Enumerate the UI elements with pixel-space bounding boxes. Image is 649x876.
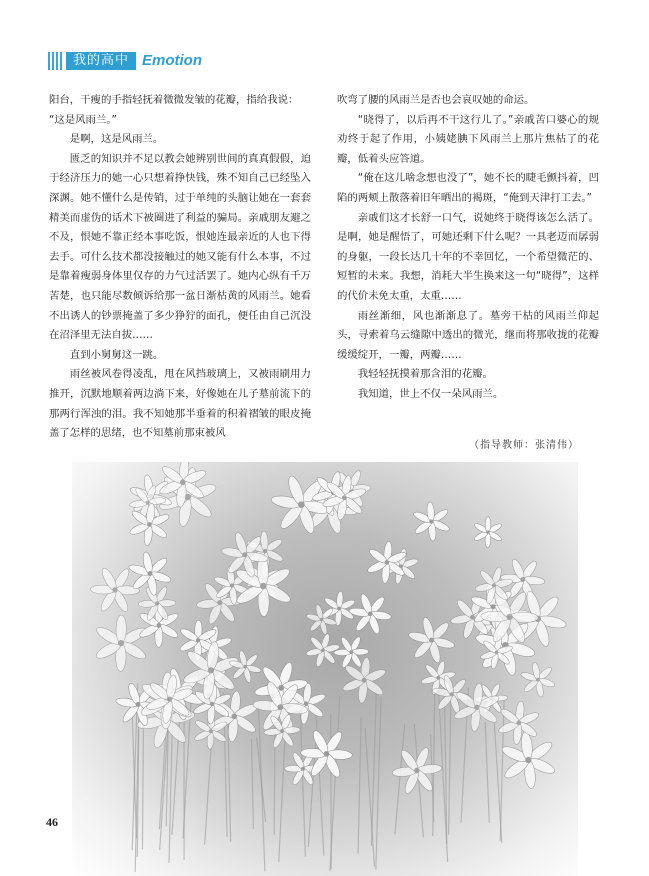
paragraph: 我知道，世上不仅一朵风雨兰。	[357, 387, 504, 400]
paragraph: 阳台，干瘦的手指轻抚着微微发皱的花瓣，指给我说：	[49, 94, 299, 106]
article-column-left	[49, 91, 311, 444]
page-number: 46	[46, 815, 58, 829]
section-header	[48, 52, 202, 70]
advisor-credit: （指导教师：张清伟）	[469, 440, 579, 451]
zephyranthes-flower-photo	[72, 462, 578, 876]
paragraph: 是啊，这是风雨兰。	[69, 133, 164, 146]
paragraph: 直到小舅舅这一跳。	[69, 348, 164, 361]
paragraph: 雨丝渐细，风也渐渐息了。墓旁干枯的风雨兰仰起头，寻索着乌云缝隙中透出的微光，继而将那收拢的花瓣缓缓绽开，一瓣，两瓣……	[337, 309, 599, 361]
section-title-en: Emotion	[142, 52, 203, 69]
paragraph: 亲戚们这才长舒一口气，说她终于晓得该怎么活了。是啊，她是醒悟了，可她还剩下什么呢？一具老迈而孱弱的身躯，一段长达几十年的不幸回忆，一个希望微茫的、短暂的未来。我想，消耗大半生换来这一句“晓得”，这样的代价未免太重，太重……	[337, 211, 599, 302]
article-column-right	[337, 91, 599, 405]
header-decor-bars	[48, 52, 62, 70]
paragraph: 我轻轻抚摸着那含泪的花瓣。	[357, 368, 493, 381]
paragraph: 吹弯了腰的风雨兰是否也会哀叹她的命运。	[337, 94, 535, 106]
paragraph: “俺在这儿啥念想也没了”，她不长的睫毛颤抖着，凹陷的两颊上散落着旧年晒出的褐斑，“俺到天津打工去。”	[337, 172, 599, 204]
paragraph: 匮乏的知识并不足以教会她辨别世间的真真假假，迫于经济压力的她一心只想着挣快钱，殊不知自己已经坠入深渊。她不懂什么是传销，过于单纯的头脑让她在一套套精美而虚伪的话术下被圈进了利益的骗局。亲戚朋友避之不及，恨她不靠正经本事吃饭，恨她连最亲近的人也下得去手。可什么技术都没接触过的她又能有什么本事，不过是靠着瘦弱身体里仅存的力气过活罢了。她内心纵有千万苦楚，也只能尽数倾诉给那一盆日渐枯黄的风雨兰。她看不出诱人的钞票掩盖了多少狰狞的面孔，便任由自己沉没在沼泽里无法自拔……	[49, 152, 311, 342]
paragraph: 雨丝被风卷得凌乱，甩在风挡玻璃上，又被雨刷用力推开，沉默地顺着两边淌下来，好像她在儿子墓前流下的那两行浑浊的泪。我不知她那半垂着的积着褶皱的眼皮掩盖了怎样的思绪，也不知墓前那束被风	[49, 368, 311, 440]
paragraph: “这是风雨兰。”	[49, 113, 117, 126]
paragraph: “晓得了，以后再不干这行儿了。”亲戚苦口婆心的规劝终于起了作用，小姨姥腆下风雨兰上那片焦枯了的花瓣，低着头应答道。	[337, 113, 599, 165]
flower-cluster	[82, 462, 577, 872]
section-title-cn: 我的高中	[66, 52, 136, 70]
